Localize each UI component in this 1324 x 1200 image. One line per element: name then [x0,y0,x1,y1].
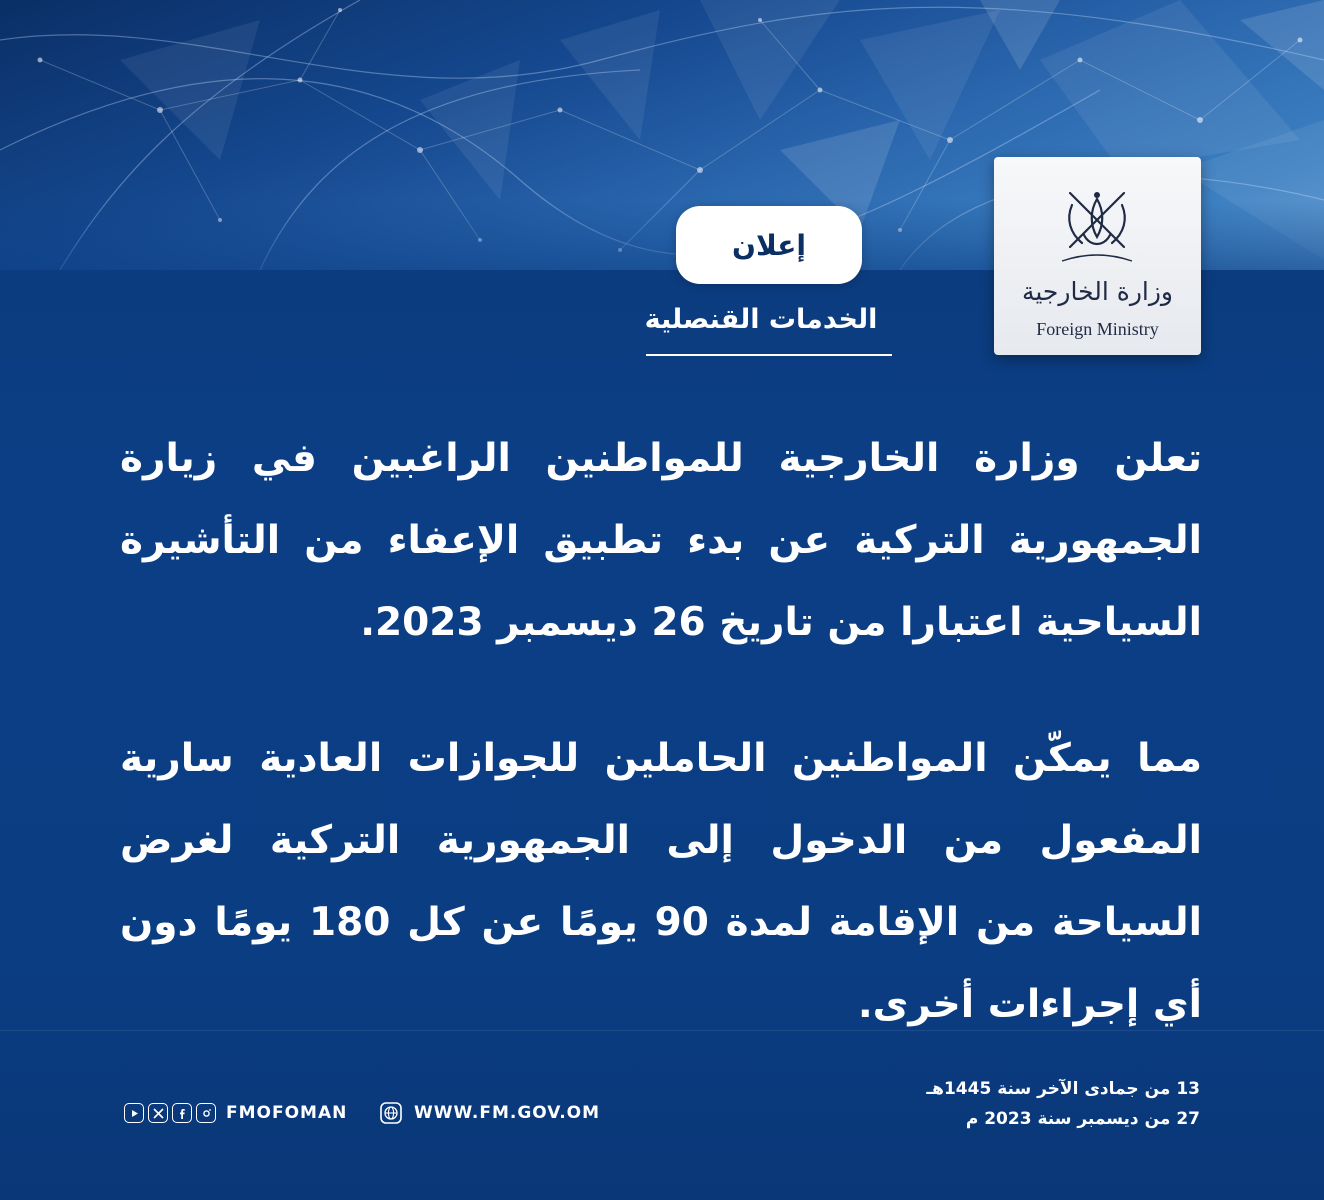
youtube-icon[interactable] [124,1103,144,1123]
facebook-icon[interactable] [172,1103,192,1123]
x-icon[interactable] [148,1103,168,1123]
social-links [124,1100,347,1126]
date-block [900,1074,1200,1134]
globe-icon [380,1102,402,1124]
ministry-arabic-name: وزارة الخارجية [1021,277,1173,306]
ministry-english-name: Foreign Ministry [1036,319,1159,339]
instagram-icon[interactable] [196,1103,216,1123]
hijri-date: 13 من جمادى الآخر سنة 1445هـ [926,1079,1200,1099]
announcement-paragraph-1: تعلن وزارة الخارجية للمواطنين الراغبين في زيارة الجمهورية التركية عن بدء تطبيق الإعفاء من التأشيرة السياحية اعتبارا من تاريخ 26 ديسمبر 2023. [120,436,1202,645]
oman-khanjar-emblem-icon [1052,175,1142,265]
ministry-logo-card [994,157,1201,355]
announcement-badge-label: إعلان [732,228,806,262]
gregorian-date: 27 من ديسمبر سنة 2023 م [965,1109,1200,1129]
announcement-badge [676,206,862,284]
website-link[interactable] [380,1100,600,1126]
announcement-paragraph-2: مما يمكّن المواطنين الحاملين للجوازات العادية سارية المفعول من الدخول إلى الجمهورية التركية لغرض السياحة من الإقامة لمدة 90 يومًا عن كل 180 يومًا دون أي إجراءات أخرى. [120,736,1202,1027]
website-url: WWW.FM.GOV.OM [414,1103,601,1123]
footer-divider [0,1030,1324,1031]
section-title: الخدمات القنصلية [644,304,878,335]
social-handle: FMOFOMAN [226,1103,348,1123]
section-underline [646,354,892,356]
